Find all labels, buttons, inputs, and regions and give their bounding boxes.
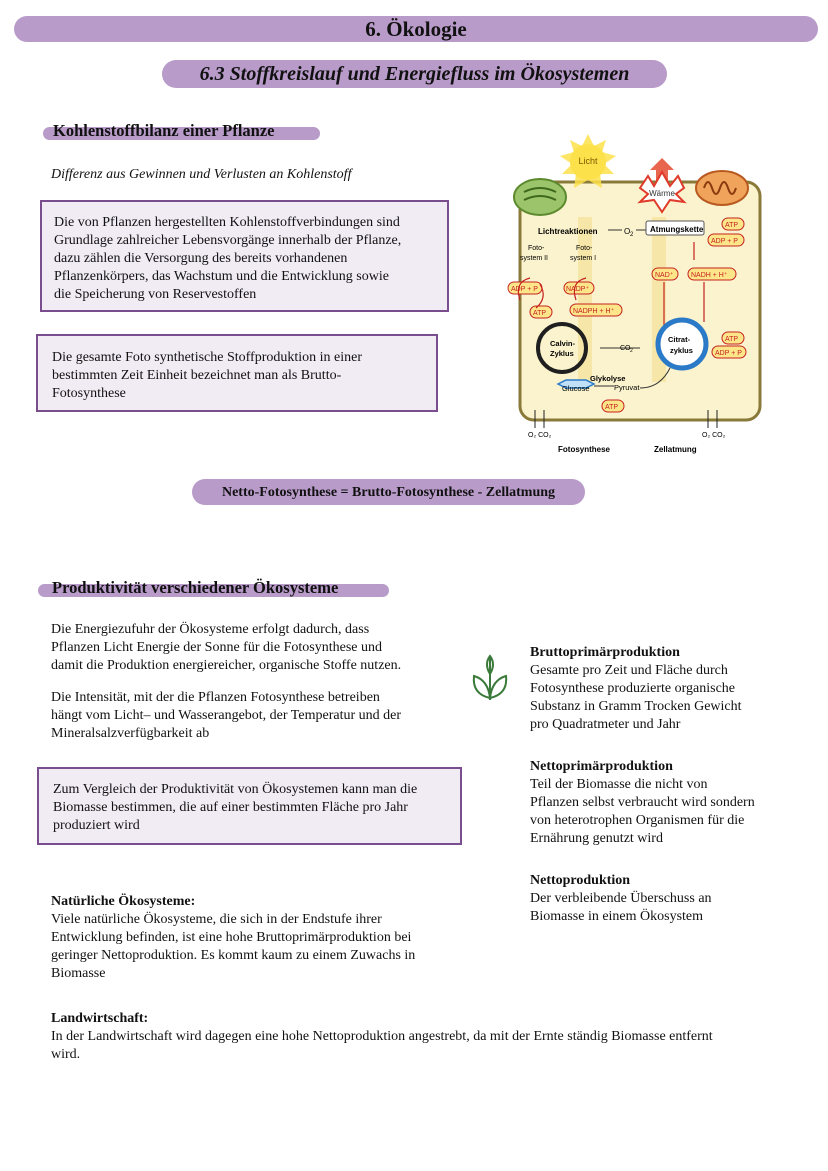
adp-p-label: ADP + P	[511, 286, 538, 293]
text-line: Fotosynthese produzierte organische	[530, 681, 736, 696]
agri-title: Landwirtschaft:	[51, 1011, 149, 1026]
natural-title: Natürliche Ökosysteme:	[51, 894, 196, 909]
natural-ecosystems	[51, 893, 415, 983]
citrat-line-1: Citrat-	[668, 335, 691, 344]
text-line: produziert wird	[53, 818, 140, 833]
definition-term: Nettoproduktion	[530, 873, 631, 888]
lichtreaktionen-label: Lichtreaktionen	[538, 227, 598, 236]
atp-label: ATP	[605, 404, 619, 411]
productivity-title: Produktivität verschiedener Ökosysteme	[52, 578, 339, 597]
ps2-line-1: Foto-	[528, 245, 545, 252]
text-line: pro Quadratmeter und Jahr	[530, 717, 681, 732]
fotosynthese-label: Fotosynthese	[558, 445, 611, 454]
citrat-line-2: zyklus	[670, 346, 693, 355]
productivity-paragraph-2	[51, 689, 401, 743]
text-line: Grundlage zahlreicher Lebensvorgänge innerhalb der Pflanze,	[54, 233, 402, 248]
definition-netto	[530, 872, 712, 926]
text-line: geringer Nettoproduktion. Es kommt kaum zu einem Zuwachs in	[51, 948, 416, 963]
text-line: Die gesamte Foto synthetische Stoffproduktion in einer	[52, 350, 363, 365]
cell-outline	[520, 182, 760, 420]
ps1-line-2: system I	[570, 255, 597, 262]
text-line: Die von Pflanzen hergestellten Kohlenstoffverbindungen sind	[54, 215, 400, 230]
co2-subscript: 2	[630, 348, 633, 354]
adp-p-label: ADP + P	[715, 350, 742, 357]
text-line: Biomasse	[51, 966, 106, 981]
nadp-label: NADP⁺	[566, 286, 590, 293]
ps2-line-2: system II	[520, 255, 549, 262]
text-line: Zum Vergleich der Produktivität von Ökosystemen kann man die	[53, 782, 418, 797]
glucose-label: Glucose	[562, 384, 590, 393]
text-line: Pflanzenkörpers, das Wachstum und die Entwicklung sowie	[54, 269, 389, 284]
chapter-title: 6. Ökologie	[365, 17, 467, 41]
nadph-label: NADPH + H⁺	[573, 308, 615, 315]
text-line: hängt vom Licht– und Wasserangebot, der Temperatur und der	[51, 708, 401, 723]
nad-label: NAD⁺	[655, 272, 674, 279]
citrate-cycle-icon	[658, 320, 706, 368]
atmungskette-label: Atmungskette	[650, 225, 704, 234]
definition-term: Bruttoprimärproduktion	[530, 645, 680, 660]
text-line: Entwicklung befinden, ist eine hohe Bruttoprimärproduktion bei	[51, 930, 412, 945]
glykolyse-label: Glykolyse	[590, 374, 626, 383]
text-line: Viele natürliche Ökosysteme, die sich in der Endstufe ihrer	[51, 912, 382, 927]
text-line: damit die Produktion energiereicher, organische Stoffe nutzen.	[51, 658, 402, 673]
text-line: Teil der Biomasse die nicht von	[530, 777, 708, 792]
text-line: von heterotrophen Organismen für die	[530, 813, 745, 828]
pyruvat-label: Pyruvat	[614, 383, 640, 392]
text-line: Biomasse in einem Ökosystem	[530, 909, 704, 924]
text-line: In der Landwirtschaft wird dagegen eine hohe Nettoproduktion angestrebt, da mit der Ernte ständig Biomasse entfernt	[51, 1029, 713, 1044]
text-line: Substanz in Gramm Trocken Gewicht	[530, 699, 742, 714]
definition-brutto	[530, 644, 742, 734]
licht-label: Licht	[578, 156, 598, 166]
mitochondrion-icon	[696, 171, 748, 205]
agriculture	[51, 1010, 791, 1064]
o2-subscript: 2	[630, 232, 634, 238]
waerme-label: Wärme	[649, 189, 675, 198]
definition-term: Nettoprimärproduktion	[530, 759, 673, 774]
adp-p-label: ADP + P	[711, 238, 738, 245]
productivity-box	[37, 767, 462, 845]
formula-text: Netto-Fotosynthese = Brutto-Fotosynthese - Zellatmung	[221, 485, 556, 500]
calvin-line-2: Zyklus	[550, 349, 574, 358]
zellatmung-label: Zellatmung	[654, 445, 697, 454]
gas-label-right: O₂ CO₂	[702, 432, 726, 439]
plant-sprout-icon	[470, 648, 510, 702]
carbon-box-1	[40, 200, 449, 312]
productivity-paragraph-1	[51, 621, 401, 675]
gas-label-left: O₂ CO₂	[528, 432, 552, 439]
text-line: wird.	[51, 1047, 81, 1062]
co2-label: CO	[620, 345, 631, 352]
text-line: Fotosynthese	[52, 386, 126, 401]
text-line: Die Intensität, mit der die Pflanzen Fotosynthese betreiben	[51, 690, 380, 705]
text-line: Ernährung genutzt wird	[530, 831, 663, 846]
carbon-box-2	[36, 334, 438, 412]
text-line: Biomasse bestimmen, die auf einer bestimmten Fläche pro Jahr	[53, 800, 408, 815]
ps1-line-1: Foto-	[576, 245, 593, 252]
text-line: Die Energiezufuhr der Ökosysteme erfolgt dadurch, dass	[51, 622, 370, 637]
section-title: 6.3 Stoffkreislauf und Energiefluss im Ökosystemen	[199, 63, 630, 85]
text-line: Pflanzen selbst verbraucht wird sondern	[530, 795, 755, 810]
text-line: Pflanzen Licht Energie der Sonne für die Fotosynthese und	[51, 640, 382, 655]
definition-netto-primaer	[530, 758, 755, 848]
atp-label: ATP	[533, 310, 547, 317]
text-line: die Speicherung von Reservestoffen	[54, 287, 257, 302]
atp-label: ATP	[725, 336, 739, 343]
nadh-label: NADH + H⁺	[691, 272, 728, 279]
section-banner	[162, 60, 667, 88]
chapter-banner	[14, 16, 818, 42]
photosynthesis-respiration-diagram	[490, 132, 770, 462]
carbon-definition: Differenz aus Gewinnen und Verlusten an Kohlenstoff	[51, 167, 352, 182]
text-line: Gesamte pro Zeit und Fläche durch	[530, 663, 728, 678]
text-line: dazu zählen die Versorgung des bereits vorhandenen	[54, 251, 348, 266]
text-line: Der verbleibende Überschuss an	[530, 891, 712, 906]
formula-pill	[192, 479, 585, 505]
text-line: bestimmten Zeit Einheit bezeichnet man als Brutto-	[52, 368, 342, 383]
calvin-line-1: Calvin-	[550, 339, 576, 348]
atp-label: ATP	[725, 222, 739, 229]
o2-label: O	[624, 227, 631, 236]
carbon-title: Kohlenstoffbilanz einer Pflanze	[53, 121, 275, 140]
text-line: Mineralsalzverfügbarkeit ab	[51, 726, 210, 741]
